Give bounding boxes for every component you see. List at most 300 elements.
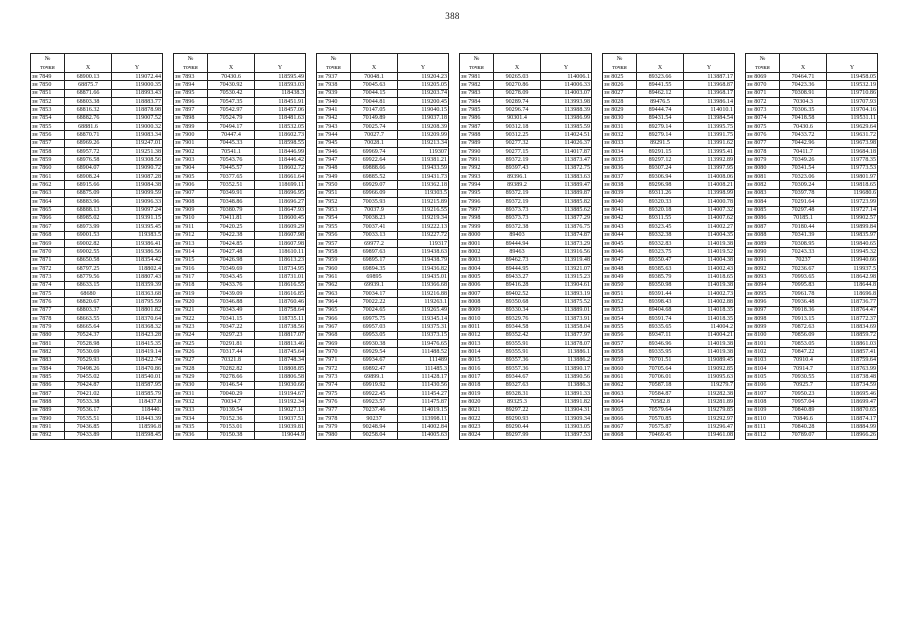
x-coordinate: 89403 (494, 231, 541, 239)
table-row (746, 198, 878, 206)
point-number: зн 8084 (746, 198, 780, 206)
point-number: зн 7955 (317, 223, 351, 231)
y-coordinate: 118801.82 (112, 306, 163, 314)
point-number: зн 7941 (317, 106, 351, 114)
point-number: зн 7851 (31, 89, 65, 97)
point-number: зн 7948 (317, 164, 351, 172)
table-row (460, 73, 592, 81)
x-coordinate: 89476.5 (637, 98, 684, 106)
header-y: Y (684, 63, 735, 73)
y-coordinate: 119200.45 (398, 98, 449, 106)
x-coordinate: 89323.75 (637, 248, 684, 256)
table-row (31, 323, 163, 331)
y-coordinate: 119192.34 (255, 398, 306, 406)
coordinate-table (30, 53, 163, 440)
y-coordinate: 119194.67 (255, 390, 306, 398)
y-coordinate: 119213.34 (398, 139, 449, 147)
y-coordinate: 119089.45 (684, 356, 735, 364)
table-row (746, 214, 878, 222)
y-coordinate: 113916.56 (541, 248, 592, 256)
table-row (603, 114, 735, 122)
x-coordinate: 70427.48 (208, 248, 255, 256)
point-number: зн 7956 (317, 231, 351, 239)
table-row (317, 314, 449, 322)
x-coordinate: 70291.64 (780, 198, 827, 206)
header-point-label: точки (460, 63, 494, 73)
y-coordinate: 119680.6 (827, 189, 878, 197)
header-number-label: № (746, 54, 780, 64)
x-coordinate: 89320.33 (637, 198, 684, 206)
x-coordinate: 68882.76 (65, 114, 112, 122)
table-row (603, 365, 735, 373)
table-row (603, 289, 735, 297)
point-number: зн 7960 (317, 264, 351, 272)
point-number: зн 7926 (174, 348, 208, 356)
y-coordinate: 119362.18 (398, 181, 449, 189)
header-point-label: точки (174, 63, 208, 73)
y-coordinate: 119303.5 (398, 189, 449, 197)
y-coordinate: 113873.29 (541, 239, 592, 247)
header-blank (112, 54, 163, 64)
y-coordinate: 113986.14 (684, 98, 735, 106)
point-number: зн 7920 (174, 298, 208, 306)
table-row (174, 139, 306, 147)
table-row (174, 256, 306, 264)
table-row (603, 164, 735, 172)
x-coordinate: 70436.85 (65, 423, 112, 431)
y-coordinate: 119707.93 (827, 98, 878, 106)
y-coordinate: 119039.81 (255, 423, 306, 431)
x-coordinate: 70579.64 (637, 406, 684, 414)
point-number: зн 7983 (460, 89, 494, 97)
table-row (460, 231, 592, 239)
x-coordinate: 89335.65 (637, 323, 684, 331)
y-coordinate: 113991.62 (684, 139, 735, 147)
x-coordinate: 70309.24 (780, 181, 827, 189)
y-coordinate: 118748.34 (255, 356, 306, 364)
table-row (317, 348, 449, 356)
y-coordinate: 119476.65 (398, 340, 449, 348)
point-number: зн 8088 (746, 231, 780, 239)
y-coordinate: 119204.23 (398, 73, 449, 81)
point-number: зн 8040 (603, 198, 637, 206)
table-row (317, 139, 449, 147)
x-coordinate: 70847.22 (780, 348, 827, 356)
y-coordinate: 113885.82 (541, 198, 592, 206)
point-number: зн 7988 (460, 131, 494, 139)
y-coordinate: 119710.86 (827, 89, 878, 97)
y-coordinate: 119704.16 (827, 106, 878, 114)
point-number: зн 7893 (174, 73, 208, 81)
y-coordinate: 111489 (398, 356, 449, 364)
y-coordinate: 114019.38 (684, 239, 735, 247)
header-y: Y (112, 63, 163, 73)
y-coordinate: 118696.95 (255, 189, 306, 197)
table-row (603, 273, 735, 281)
x-coordinate: 68904.07 (65, 164, 112, 172)
table-row (460, 398, 592, 406)
x-coordinate: 70236.67 (780, 264, 827, 272)
header-point-label: точки (31, 63, 65, 73)
y-coordinate: 118808.85 (255, 365, 306, 373)
point-number: зн 8001 (460, 239, 494, 247)
point-number: зн 8099 (746, 323, 780, 331)
y-coordinate: 119282.38 (684, 390, 735, 398)
x-coordinate: 89372.19 (494, 156, 541, 164)
x-coordinate: 70524.37 (65, 331, 112, 339)
table-row (174, 373, 306, 381)
x-coordinate: 89396.1 (494, 173, 541, 181)
x-coordinate: 89346.96 (637, 340, 684, 348)
x-coordinate: 70533.38 (65, 398, 112, 406)
table-row (317, 356, 449, 364)
table-row (460, 406, 592, 414)
x-coordinate: 69977.2 (351, 239, 398, 247)
table-row (174, 273, 306, 281)
y-coordinate: 119727.14 (827, 206, 878, 214)
y-coordinate: 113919.48 (541, 256, 592, 264)
table-row (460, 365, 592, 373)
header-y: Y (827, 63, 878, 73)
point-number: зн 7975 (317, 390, 351, 398)
table-row (746, 398, 878, 406)
table-row (460, 223, 592, 231)
y-coordinate: 118415.35 (112, 340, 163, 348)
point-number: зн 8041 (603, 206, 637, 214)
y-coordinate: 114002.73 (684, 289, 735, 297)
point-number: зн 7861 (31, 173, 65, 181)
x-coordinate: 68888.13 (65, 206, 112, 214)
y-coordinate: 119040.15 (398, 106, 449, 114)
y-coordinate: 113985.59 (541, 123, 592, 131)
point-number: зн 7994 (460, 181, 494, 189)
y-coordinate: 119072.44 (112, 73, 163, 81)
table-row (174, 106, 306, 114)
x-coordinate: 70853.05 (780, 340, 827, 348)
x-coordinate: 69892.47 (351, 365, 398, 373)
point-number: зн 7991 (460, 156, 494, 164)
x-coordinate: 89350.47 (637, 256, 684, 264)
point-number: зн 8103 (746, 356, 780, 364)
point-number: зн 7850 (31, 81, 65, 89)
table-row (603, 156, 735, 164)
y-coordinate: 113897.53 (541, 431, 592, 439)
point-number: зн 7863 (31, 189, 65, 197)
table-row (31, 273, 163, 281)
x-coordinate: 70180.44 (780, 223, 827, 231)
table-row (31, 106, 163, 114)
y-coordinate: 114002.27 (684, 223, 735, 231)
table-row (746, 273, 878, 281)
x-coordinate: 70380.79 (208, 206, 255, 214)
table-row (317, 239, 449, 247)
y-coordinate: 114004.2 (684, 323, 735, 331)
table-row (317, 406, 449, 414)
point-number: зн 8055 (603, 323, 637, 331)
x-coordinate: 70950.23 (780, 390, 827, 398)
y-coordinate: 118359.39 (112, 281, 163, 289)
table-row (603, 306, 735, 314)
table-row (746, 423, 878, 431)
point-number: зн 8007 (460, 289, 494, 297)
table-row (746, 373, 878, 381)
table-row (603, 139, 735, 147)
point-number: зн 7942 (317, 114, 351, 122)
point-number: зн 8029 (603, 106, 637, 114)
x-coordinate: 70044.15 (351, 89, 398, 97)
x-coordinate: 70422.38 (208, 231, 255, 239)
x-coordinate: 70243.33 (780, 248, 827, 256)
point-number: зн 8112 (746, 431, 780, 439)
point-number: зн 7911 (174, 223, 208, 231)
y-coordinate: 113886.3 (541, 381, 592, 389)
x-coordinate: 69923.57 (351, 398, 398, 406)
y-coordinate: 118738.48 (827, 373, 878, 381)
table-row (174, 156, 306, 164)
table-row (746, 114, 878, 122)
table-row (603, 231, 735, 239)
y-coordinate: 119773.53 (827, 164, 878, 172)
x-coordinate: 89372.19 (494, 189, 541, 197)
x-coordinate: 89297.99 (494, 431, 541, 439)
x-coordinate: 68797.25 (65, 264, 112, 272)
x-coordinate: 70040.29 (208, 390, 255, 398)
y-coordinate: 113889.01 (541, 306, 592, 314)
y-coordinate: 118423.28 (112, 331, 163, 339)
y-coordinate: 119037.51 (255, 415, 306, 423)
table-row (746, 81, 878, 89)
point-number: зн 7929 (174, 373, 208, 381)
y-coordinate: 118834.69 (827, 323, 878, 331)
x-coordinate: 70445.57 (208, 164, 255, 172)
table-row (31, 406, 163, 414)
x-coordinate: 89462.73 (494, 256, 541, 264)
point-number: зн 8102 (746, 348, 780, 356)
point-number: зн 7934 (174, 415, 208, 423)
table-row (174, 398, 306, 406)
y-coordinate: 118602.73 (255, 131, 306, 139)
x-coordinate: 89296.98 (637, 181, 684, 189)
x-coordinate: 70022.22 (351, 298, 398, 306)
x-coordinate: 89291.5 (637, 139, 684, 147)
y-coordinate: 118616.85 (255, 289, 306, 297)
table-row (31, 89, 163, 97)
x-coordinate: 69929.07 (351, 181, 398, 189)
table-row (460, 214, 592, 222)
table-row (746, 264, 878, 272)
x-coordinate: 89373.73 (494, 206, 541, 214)
y-coordinate: 118699.47 (827, 398, 878, 406)
point-number: зн 8073 (746, 106, 780, 114)
table-row (460, 198, 592, 206)
x-coordinate: 69002.55 (65, 248, 112, 256)
point-number: зн 7853 (31, 106, 65, 114)
point-number: зн 7876 (31, 298, 65, 306)
x-coordinate: 69002.82 (65, 239, 112, 247)
y-coordinate: 118859.72 (827, 331, 878, 339)
y-coordinate: 113886.2 (541, 356, 592, 364)
table-row (460, 164, 592, 172)
table-row (174, 365, 306, 373)
point-number: зн 7921 (174, 306, 208, 314)
y-coordinate: 119840.65 (827, 239, 878, 247)
point-number: зн 8058 (603, 348, 637, 356)
x-coordinate: 89297.12 (637, 156, 684, 164)
table-row (746, 415, 878, 423)
table-row (317, 189, 449, 197)
point-number: зн 8014 (460, 348, 494, 356)
point-number: зн 7928 (174, 365, 208, 373)
table-row (603, 256, 735, 264)
y-coordinate: 119818.65 (827, 181, 878, 189)
y-coordinate: 119438.63 (398, 248, 449, 256)
table-row (746, 340, 878, 348)
point-number: зн 8052 (603, 298, 637, 306)
point-number: зн 7954 (317, 214, 351, 222)
y-coordinate: 119000.35 (112, 81, 163, 89)
y-coordinate: 114024.51 (541, 131, 592, 139)
point-number: зн 8078 (746, 148, 780, 156)
y-coordinate: 119391.15 (112, 214, 163, 222)
x-coordinate: 70291.81 (208, 340, 255, 348)
y-coordinate: 113886.1 (541, 348, 592, 356)
y-coordinate: 118600.45 (255, 214, 306, 222)
table-row (746, 390, 878, 398)
y-coordinate: 118598.45 (112, 431, 163, 439)
y-coordinate: 113986.99 (541, 114, 592, 122)
point-number: зн 8105 (746, 373, 780, 381)
y-coordinate: 113876.75 (541, 223, 592, 231)
table-row (31, 114, 163, 122)
y-coordinate: 119203.74 (398, 89, 449, 97)
y-coordinate: 114000.78 (684, 198, 735, 206)
table-row (174, 114, 306, 122)
y-coordinate: 113885.62 (541, 206, 592, 214)
y-coordinate: 113883.63 (541, 173, 592, 181)
y-coordinate: 113988.39 (541, 106, 592, 114)
point-number: зн 8062 (603, 381, 637, 389)
table-row (746, 289, 878, 297)
point-number: зн 8015 (460, 356, 494, 364)
table-row (317, 273, 449, 281)
y-coordinate: 113875.52 (541, 298, 592, 306)
point-number: зн 8091 (746, 256, 780, 264)
x-coordinate: 89344.58 (494, 323, 541, 331)
point-number: зн 8107 (746, 390, 780, 398)
header-x: X (494, 63, 541, 73)
table-row (31, 256, 163, 264)
point-number: зн 8021 (460, 406, 494, 414)
y-coordinate: 119007.52 (112, 114, 163, 122)
y-coordinate: 114019.38 (684, 281, 735, 289)
table-row (746, 256, 878, 264)
table-row (603, 423, 735, 431)
table-row (317, 264, 449, 272)
x-coordinate: 89441.55 (637, 81, 684, 89)
table-row (31, 156, 163, 164)
x-coordinate: 89325.3 (494, 398, 541, 406)
x-coordinate: 69953.05 (351, 331, 398, 339)
point-number: зн 7963 (317, 289, 351, 297)
x-coordinate: 90270.86 (494, 81, 541, 89)
point-number: зн 7900 (174, 131, 208, 139)
header-y: Y (541, 63, 592, 73)
x-coordinate: 70343.49 (208, 306, 255, 314)
y-coordinate: 113992.89 (684, 156, 735, 164)
y-coordinate: 118861.03 (827, 340, 878, 348)
x-coordinate: 89444.95 (494, 264, 541, 272)
x-coordinate: 70377.65 (208, 173, 255, 181)
y-coordinate: 118440. (112, 406, 163, 414)
y-coordinate: 119531.11 (827, 114, 878, 122)
table-row (746, 331, 878, 339)
point-number: зн 7968 (317, 331, 351, 339)
point-number: зн 8104 (746, 365, 780, 373)
y-coordinate: 119087.28 (112, 173, 163, 181)
y-coordinate: 114006.1 (541, 73, 592, 81)
y-coordinate: 111488.52 (398, 348, 449, 356)
x-coordinate: 69894.35 (351, 264, 398, 272)
header-blank (494, 54, 541, 64)
x-coordinate: 70038.23 (351, 214, 398, 222)
y-coordinate: 119373.15 (398, 331, 449, 339)
x-coordinate: 70297.23 (208, 331, 255, 339)
table-row (460, 173, 592, 181)
table-row (31, 198, 163, 206)
table-row (746, 223, 878, 231)
table-row (31, 164, 163, 172)
point-number: зн 8045 (603, 239, 637, 247)
y-coordinate: 118481.63 (255, 114, 306, 122)
point-number: зн 8089 (746, 239, 780, 247)
y-coordinate: 118422.74 (112, 356, 163, 364)
point-number: зн 7884 (31, 365, 65, 373)
header-point-label: точки (746, 63, 780, 73)
x-coordinate: 89352.42 (494, 331, 541, 339)
point-number: зн 7931 (174, 390, 208, 398)
point-number: зн 7976 (317, 398, 351, 406)
point-number: зн 7967 (317, 323, 351, 331)
y-coordinate: 119395.45 (112, 223, 163, 231)
y-coordinate: 118764.47 (827, 306, 878, 314)
x-coordinate: 68663.55 (65, 314, 112, 322)
point-number: зн 7946 (317, 148, 351, 156)
x-coordinate: 68803.37 (65, 306, 112, 314)
table-row (317, 106, 449, 114)
x-coordinate: 70706.01 (637, 373, 684, 381)
table-row (460, 314, 592, 322)
y-coordinate: 113873.91 (541, 314, 592, 322)
point-number: зн 8071 (746, 89, 780, 97)
x-coordinate: 68871.66 (65, 89, 112, 97)
x-coordinate: 89290.44 (494, 423, 541, 431)
y-coordinate: 118734.59 (827, 381, 878, 389)
y-coordinate: 118735.11 (255, 314, 306, 322)
y-coordinate: 118616.55 (255, 281, 306, 289)
point-number: зн 7943 (317, 123, 351, 131)
x-coordinate: 70993.65 (780, 273, 827, 281)
point-number: зн 7896 (174, 98, 208, 106)
point-number: зн 7986 (460, 114, 494, 122)
point-number: зн 7862 (31, 181, 65, 189)
point-number: зн 7952 (317, 198, 351, 206)
table-row (31, 131, 163, 139)
coordinate-table (602, 53, 735, 440)
x-coordinate: 89332.38 (637, 231, 684, 239)
table-row (31, 148, 163, 156)
header-blank (255, 54, 306, 64)
y-coordinate: 119263.1 (398, 298, 449, 306)
